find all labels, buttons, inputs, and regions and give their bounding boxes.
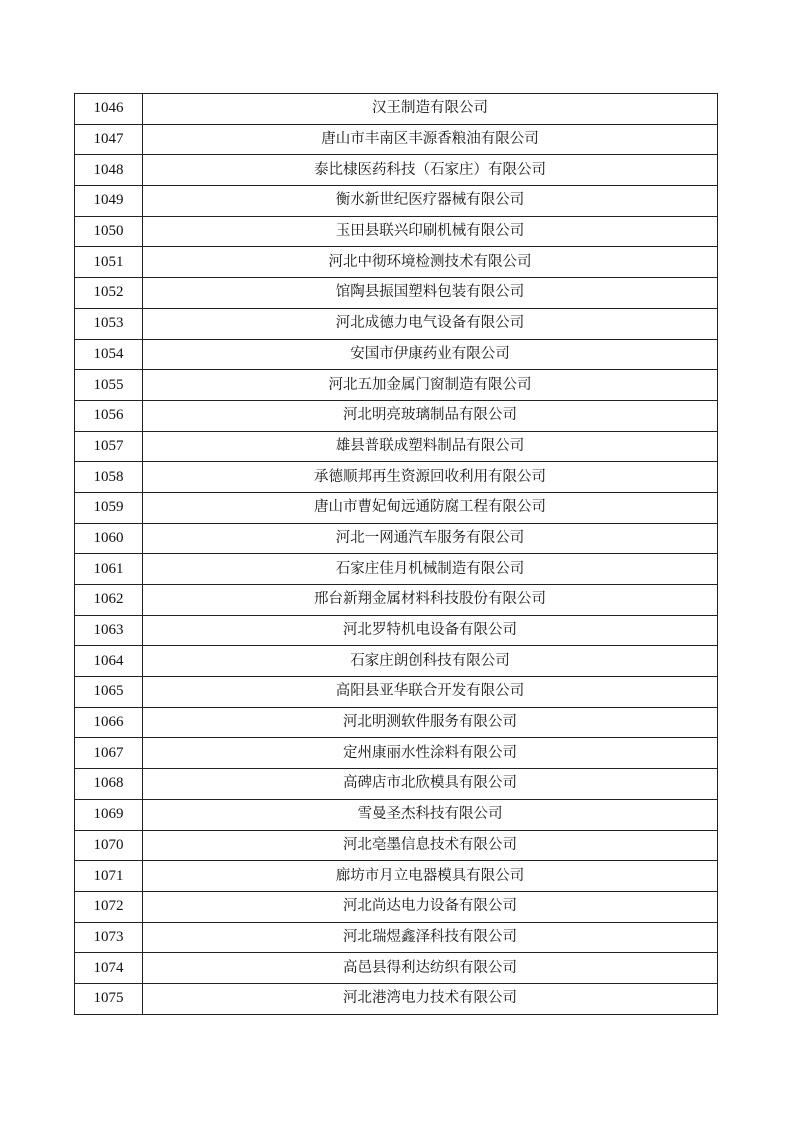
row-number: 1048 <box>75 155 143 186</box>
table-row <box>75 585 718 616</box>
table-row <box>75 677 718 708</box>
row-number: 1065 <box>75 677 143 708</box>
table-row <box>75 615 718 646</box>
row-number: 1074 <box>75 953 143 984</box>
company-name: 河北港湾电力技术有限公司 <box>143 983 718 1014</box>
row-number: 1068 <box>75 769 143 800</box>
table-row <box>75 983 718 1014</box>
company-list-table <box>74 93 718 1015</box>
company-name: 馆陶县振国塑料包装有限公司 <box>143 278 718 309</box>
company-name: 汉王制造有限公司 <box>143 94 718 125</box>
row-number: 1053 <box>75 308 143 339</box>
company-name: 廊坊市月立电器模具有限公司 <box>143 861 718 892</box>
row-number: 1069 <box>75 799 143 830</box>
row-number: 1054 <box>75 339 143 370</box>
row-number: 1067 <box>75 738 143 769</box>
company-name: 邢台新翔金属材料科技股份有限公司 <box>143 585 718 616</box>
row-number: 1056 <box>75 400 143 431</box>
table-row <box>75 370 718 401</box>
table-row <box>75 431 718 462</box>
row-number: 1066 <box>75 707 143 738</box>
row-number: 1061 <box>75 554 143 585</box>
row-number: 1046 <box>75 94 143 125</box>
company-name: 定州康丽水性涂料有限公司 <box>143 738 718 769</box>
table-row <box>75 830 718 861</box>
row-number: 1050 <box>75 216 143 247</box>
company-name: 石家庄佳月机械制造有限公司 <box>143 554 718 585</box>
company-name: 玉田县联兴印刷机械有限公司 <box>143 216 718 247</box>
row-number: 1063 <box>75 615 143 646</box>
row-number: 1059 <box>75 492 143 523</box>
table-row <box>75 278 718 309</box>
row-number: 1073 <box>75 922 143 953</box>
table-row <box>75 247 718 278</box>
company-name: 河北明测软件服务有限公司 <box>143 707 718 738</box>
table-row <box>75 155 718 186</box>
table-row <box>75 861 718 892</box>
table-row <box>75 769 718 800</box>
table-row <box>75 523 718 554</box>
table-row <box>75 707 718 738</box>
company-name: 河北尚达电力设备有限公司 <box>143 891 718 922</box>
table-row <box>75 891 718 922</box>
company-name: 高阳县亚华联合开发有限公司 <box>143 677 718 708</box>
row-number: 1070 <box>75 830 143 861</box>
company-name: 衡水新世纪医疗器械有限公司 <box>143 186 718 217</box>
row-number: 1049 <box>75 186 143 217</box>
row-number: 1072 <box>75 891 143 922</box>
table-row <box>75 554 718 585</box>
company-name: 安国市伊康药业有限公司 <box>143 339 718 370</box>
table-row <box>75 646 718 677</box>
row-number: 1055 <box>75 370 143 401</box>
table-row <box>75 216 718 247</box>
row-number: 1058 <box>75 462 143 493</box>
company-name: 泰比棣医药科技（石家庄）有限公司 <box>143 155 718 186</box>
table-row <box>75 186 718 217</box>
company-name: 承德顺邦再生资源回收利用有限公司 <box>143 462 718 493</box>
company-name: 唐山市曹妃甸远通防腐工程有限公司 <box>143 492 718 523</box>
row-number: 1060 <box>75 523 143 554</box>
company-name: 河北一网通汽车服务有限公司 <box>143 523 718 554</box>
row-number: 1052 <box>75 278 143 309</box>
company-name: 河北中彻环境检测技术有限公司 <box>143 247 718 278</box>
company-name: 河北亳墨信息技术有限公司 <box>143 830 718 861</box>
company-name: 唐山市丰南区丰源香粮油有限公司 <box>143 124 718 155</box>
table-row <box>75 953 718 984</box>
row-number: 1062 <box>75 585 143 616</box>
table-body <box>75 94 718 1015</box>
row-number: 1057 <box>75 431 143 462</box>
table-row <box>75 462 718 493</box>
table-row <box>75 339 718 370</box>
company-name: 高邑县得利达纺织有限公司 <box>143 953 718 984</box>
company-name: 雄县普联成塑料制品有限公司 <box>143 431 718 462</box>
table-row <box>75 308 718 339</box>
company-name: 河北五加金属门窗制造有限公司 <box>143 370 718 401</box>
row-number: 1047 <box>75 124 143 155</box>
table-row <box>75 738 718 769</box>
company-name: 雪曼圣杰科技有限公司 <box>143 799 718 830</box>
table-row <box>75 124 718 155</box>
company-name: 石家庄朗创科技有限公司 <box>143 646 718 677</box>
table-row <box>75 922 718 953</box>
row-number: 1064 <box>75 646 143 677</box>
company-name: 高碑店市北欣模具有限公司 <box>143 769 718 800</box>
company-name: 河北罗特机电设备有限公司 <box>143 615 718 646</box>
company-name: 河北瑞煜鑫泽科技有限公司 <box>143 922 718 953</box>
company-name: 河北成德力电气设备有限公司 <box>143 308 718 339</box>
table-row <box>75 94 718 125</box>
company-name: 河北明亮玻璃制品有限公司 <box>143 400 718 431</box>
row-number: 1051 <box>75 247 143 278</box>
table-row <box>75 400 718 431</box>
row-number: 1075 <box>75 983 143 1014</box>
table-row <box>75 799 718 830</box>
row-number: 1071 <box>75 861 143 892</box>
table-row <box>75 492 718 523</box>
